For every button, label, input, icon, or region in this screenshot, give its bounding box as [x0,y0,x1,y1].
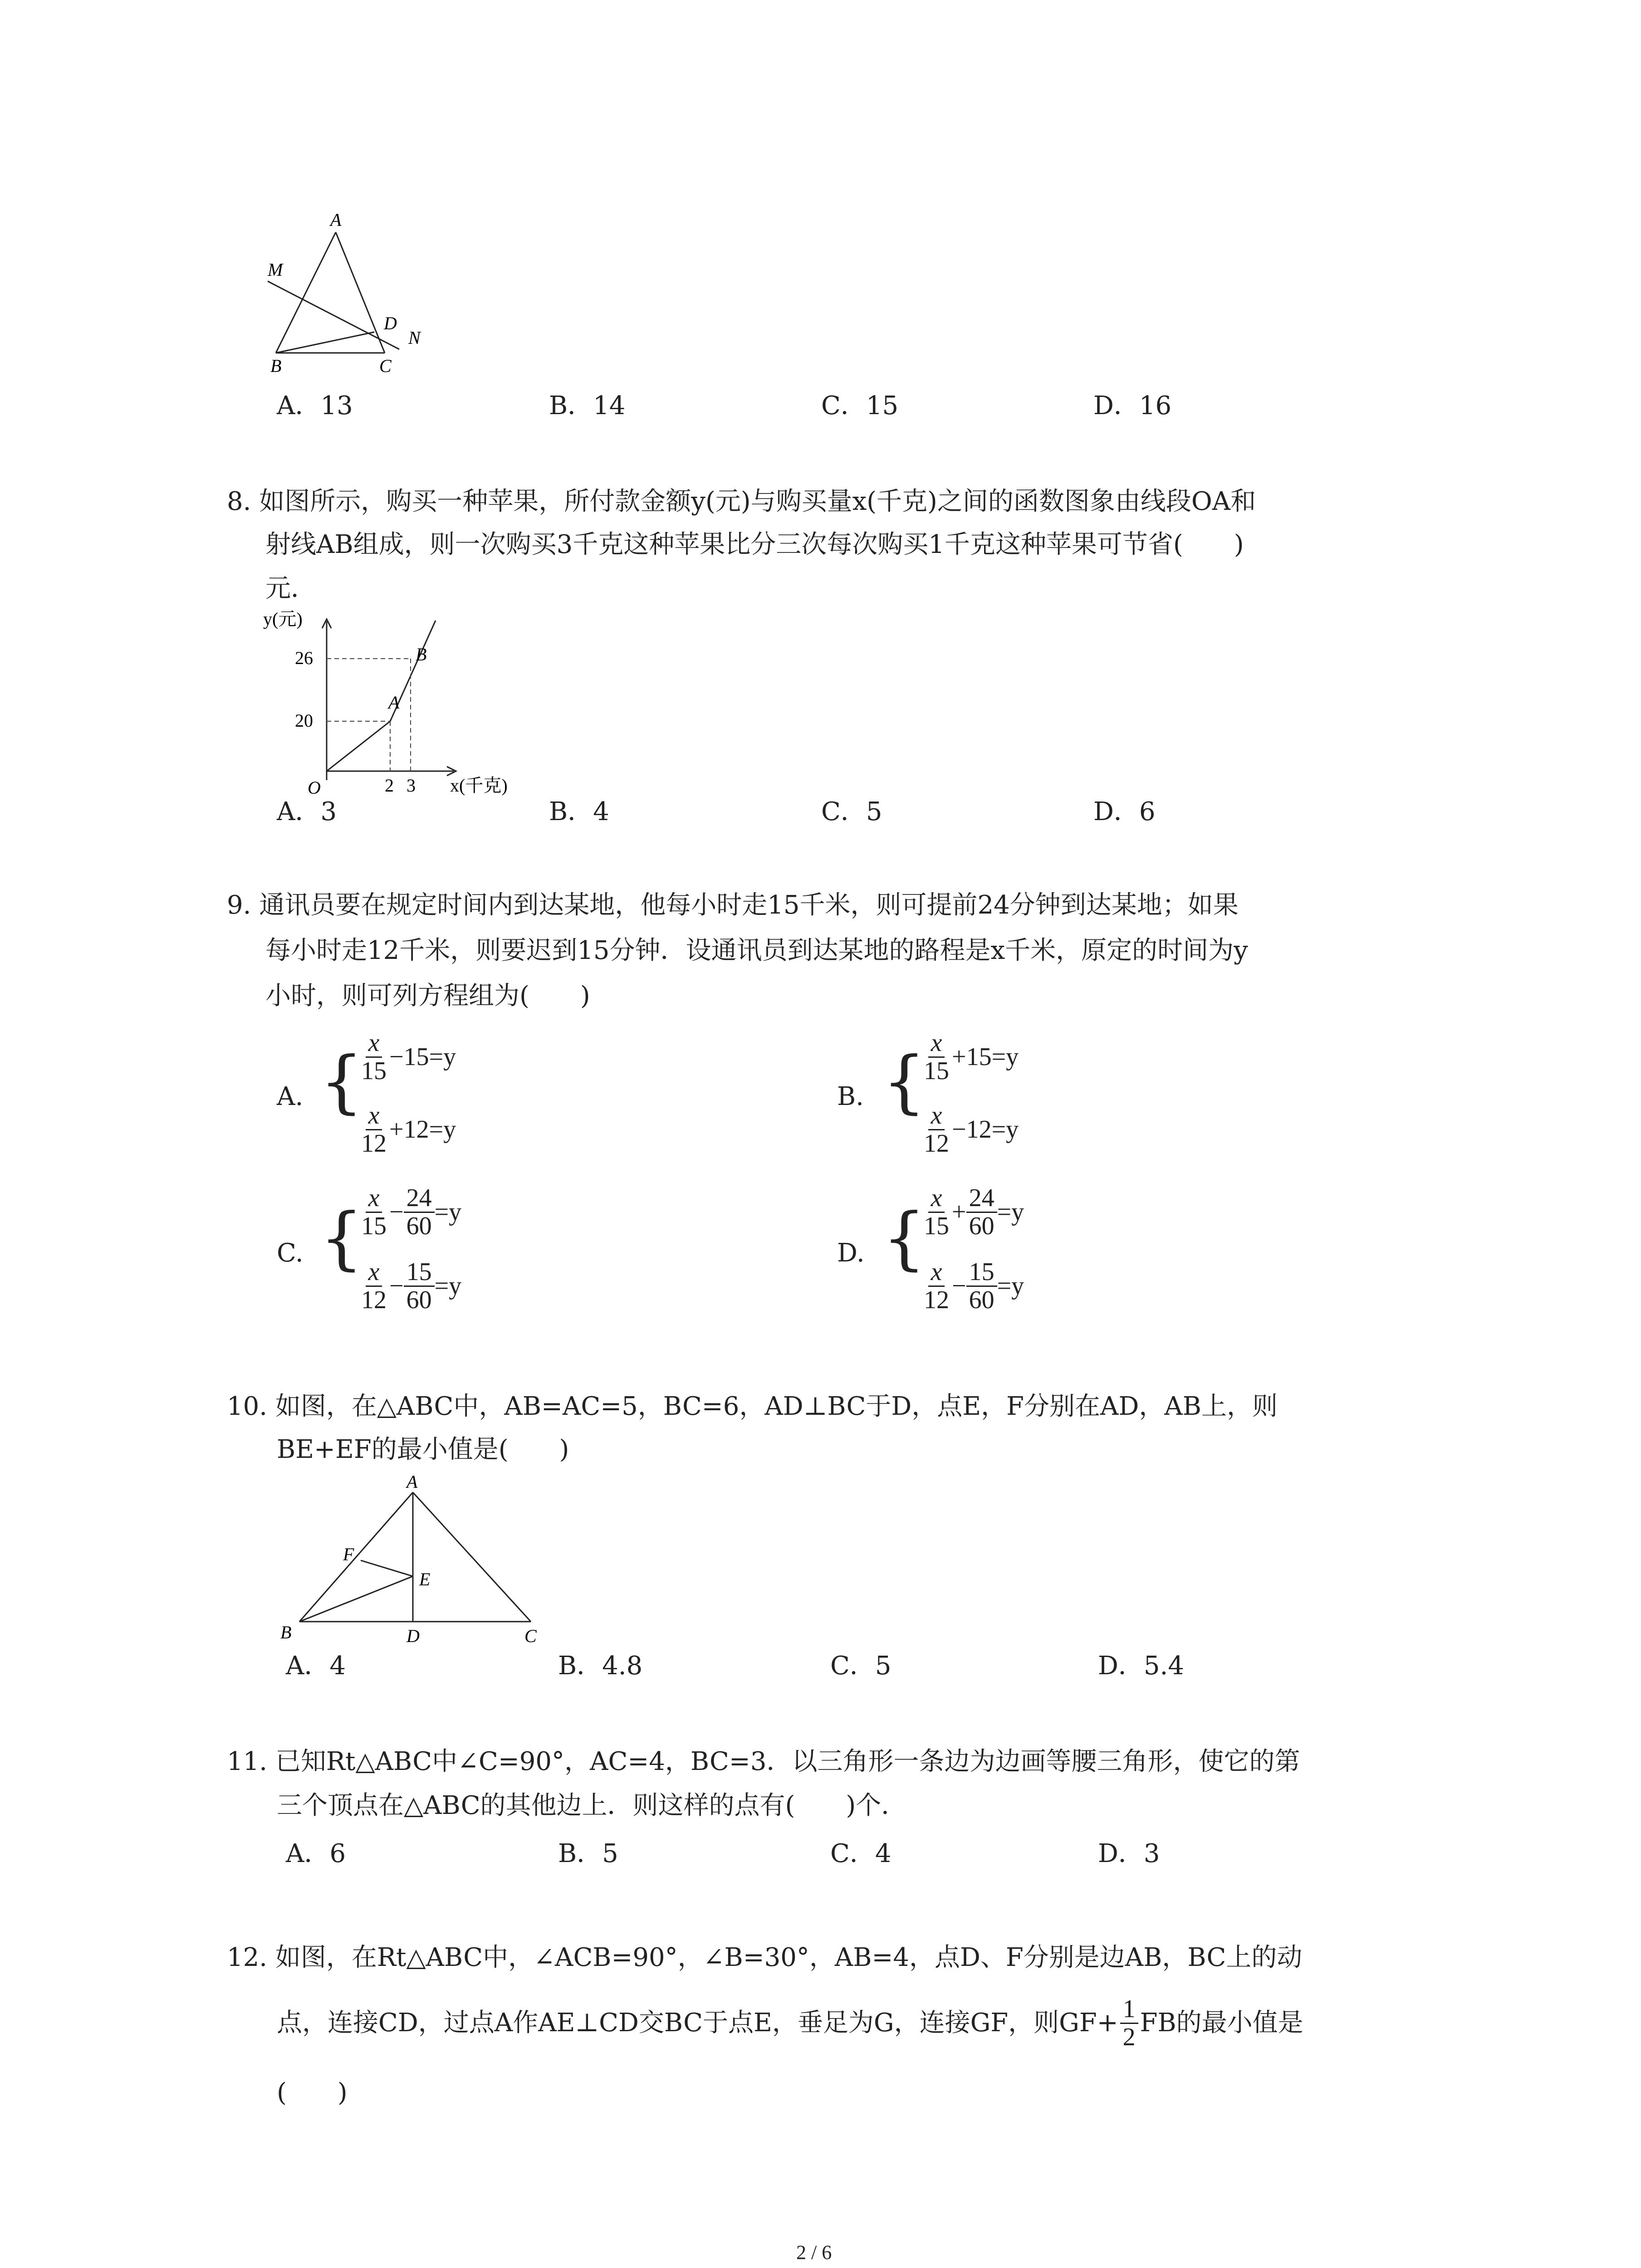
q12-fraction-half: $\frac{1}{2}$ [1120,1996,1138,2051]
q9-stem-line3: 小时，则可列方程组为( ) [265,981,590,1011]
q7-label-b: B [270,356,282,376]
q7-option-c[interactable]: C．15 [821,391,899,420]
q12-stem-line2-part2: FB的最小值是 [1140,2008,1303,2038]
q10-option-d[interactable]: D．5.4 [1098,1651,1184,1681]
q9-option-d-eq1: $\frac{x}{15}$ + $\frac{24}{60}$ =y [924,1184,1024,1240]
q10-label-e: E [419,1569,431,1589]
q9-option-d-letter[interactable]: D. [837,1238,865,1268]
q7-option-a[interactable]: A．13 [277,391,353,420]
q10-option-b[interactable]: B．4.8 [558,1651,643,1681]
q9-option-d-eq2: $\frac{x}{12}$ − $\frac{15}{60}$ =y [924,1258,1024,1314]
q11-option-c[interactable]: C．4 [830,1839,892,1868]
q7-figure [254,209,445,390]
q8-option-a[interactable]: A．3 [277,797,337,826]
q10-label-b: B [280,1622,292,1642]
q12-stem-line2-part1: 点，连接CD，过点A作AE⊥CD交BC于点E，垂足为G，连接GF，则GF+ [277,2008,1118,2038]
q11-option-d[interactable]: D．3 [1098,1839,1160,1868]
q7-label-d: D [384,313,397,333]
q7-option-d[interactable]: D．16 [1093,391,1172,420]
q10-label-a: A [407,1474,418,1492]
q12-stem-line2 [277,1996,1303,2051]
q8-tick-3: 3 [407,775,416,796]
q11-stem-line1: 11. 已知Rt△ABC中∠C=90°，AC=4，BC=3．以三角形一条边为边画等腰三角形，使它的第 [227,1747,1300,1776]
q12-stem-line1: 12. 如图，在Rt△ABC中，∠ACB=90°，∠B=30°，AB=4，点D、F分别是边AB，BC上的动 [227,1943,1303,1972]
page-number: 2 / 6 [796,2241,832,2263]
q9-option-b-letter[interactable]: B. [837,1082,864,1111]
q11-stem-line2: 三个顶点在△ABC的其他边上．则这样的点有( )个． [277,1791,907,1820]
q9-stem-line1: 9. 通讯员要在规定时间内到达某地，他每小时走15千米，则可提前24分钟到达某地；如果 [227,890,1239,920]
q8-y-axis-label: y(元) [263,609,303,629]
q11-option-b[interactable]: B．5 [558,1839,618,1868]
q9-option-c-letter[interactable]: C. [277,1238,304,1268]
q10-option-c[interactable]: C．5 [830,1651,892,1681]
q8-tick-2: 2 [385,775,394,796]
q8-point-a: A [388,692,400,713]
q8-x-axis-label: x(千克) [450,775,508,796]
q8-tick-26: 26 [295,648,313,668]
q12-stem-line3: ( ) [277,2078,348,2107]
q9-option-a-brace: { [320,1042,363,1121]
q8-stem-line3: 元． [265,574,316,603]
q8-origin-label: O [308,777,321,798]
q10-stem-line1: 10. 如图，在△ABC中，AB=AC=5，BC=6，AD⊥BC于D，点E，F分别在AD，AB上，则 [227,1392,1278,1421]
q9-option-a-eq1: $\frac{x}{15}$ −15=y [361,1029,456,1085]
q8-graph [254,608,526,798]
q10-figure [268,1474,558,1647]
q8-stem-line1: 8. 如图所示，购买一种苹果，所付款金额y(元)与购买量x(千克)之间的函数图象由线段OA和 [227,487,1256,516]
q9-option-c-eq1: $\frac{x}{15}$ − $\frac{24}{60}$ =y [361,1184,462,1240]
q9-option-b-brace: { [882,1042,926,1121]
q10-label-d: D [407,1626,420,1646]
q7-option-b[interactable]: B．14 [549,391,626,420]
q10-label-c: C [524,1626,537,1646]
q9-option-a-eq2: $\frac{x}{12}$ +12=y [361,1101,456,1158]
q8-tick-20: 20 [295,710,313,731]
q9-option-a-letter[interactable]: A. [277,1082,304,1111]
q10-stem-line2: BE+EF的最小值是( ) [277,1435,569,1464]
q10-option-a[interactable]: A．4 [286,1651,346,1681]
q11-option-a[interactable]: A．6 [286,1839,346,1868]
q9-option-d-brace: { [882,1199,926,1278]
q7-label-a: A [330,210,342,230]
q8-option-b[interactable]: B．4 [549,797,609,826]
q7-label-m: M [268,259,283,280]
q9-option-c-eq2: $\frac{x}{12}$ − $\frac{15}{60}$ =y [361,1258,462,1314]
q9-stem-line2: 每小时走12千米，则要迟到15分钟．设通讯员到达某地的路程是x千米，原定的时间为y [265,936,1248,965]
q9-option-b-eq2: $\frac{x}{12}$ −12=y [924,1101,1019,1158]
q7-label-n: N [408,327,421,348]
q8-point-b: B [416,644,427,665]
q8-stem-line2: 射线AB组成，则一次购买3千克这种苹果比分三次每次购买1千克这种苹果可节省( ) [265,530,1244,559]
q7-label-c: C [379,356,392,376]
q9-option-c-brace: { [320,1199,363,1278]
q10-label-f: F [343,1544,354,1564]
q9-option-b-eq1: $\frac{x}{15}$ +15=y [924,1029,1019,1085]
q8-option-c[interactable]: C．5 [821,797,882,826]
q8-option-d[interactable]: D．6 [1093,797,1156,826]
